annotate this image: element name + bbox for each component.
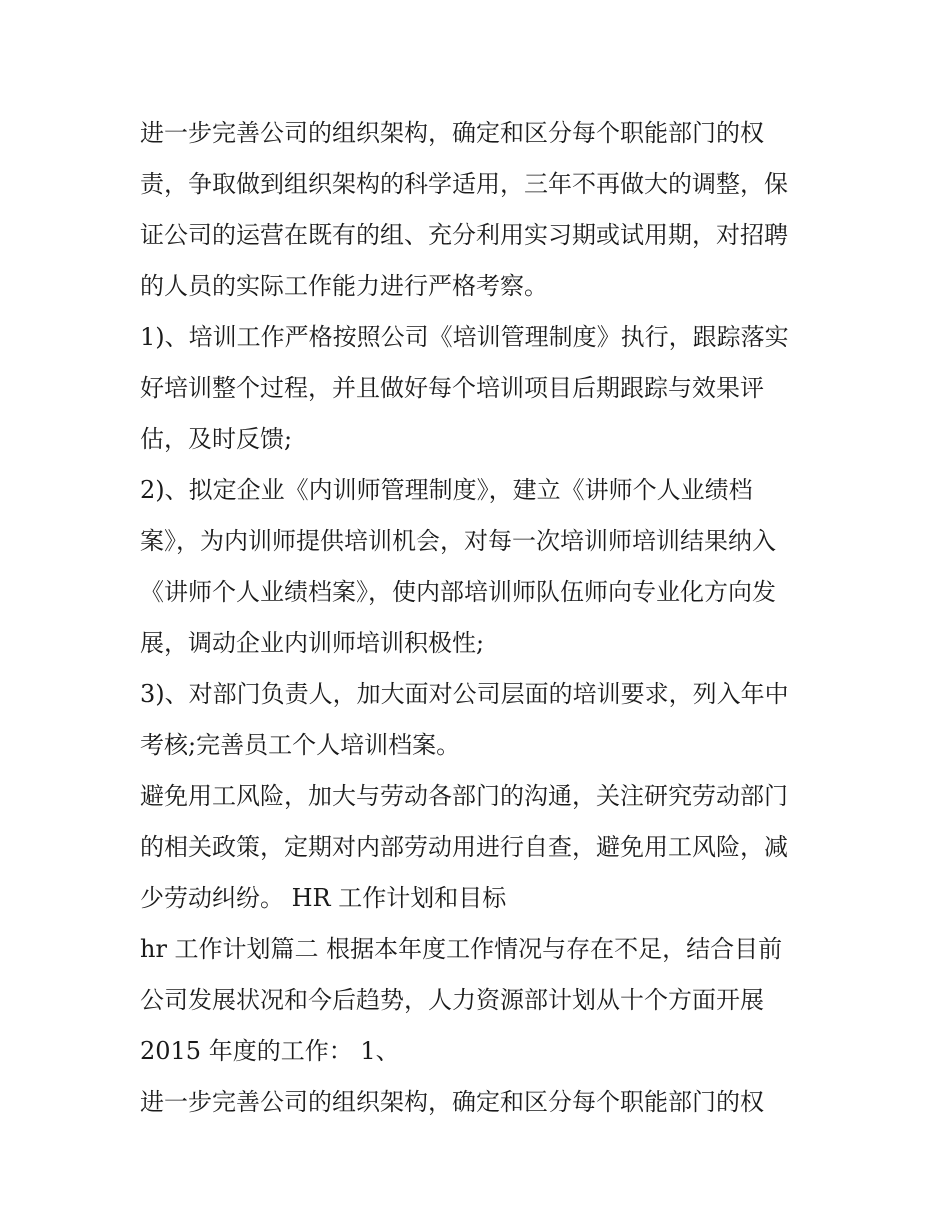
text-line: 《讲师个人业绩档案》，使内部培训师队伍师向专业化方向发 [140, 578, 776, 606]
text-line: 考核;完善员工个人培训档案。 [140, 731, 461, 759]
text-line: 1)、培训工作严格按照公司《培训管理制度》执行，跟踪落实 [140, 323, 789, 351]
text-line: 展，调动企业内训师培训积极性; [140, 629, 485, 657]
text-line: hr 工作计划篇二 根据本年度工作情况与存在不足，结合目前 [140, 935, 783, 963]
text-line: 进一步完善公司的组织架构，确定和区分每个职能部门的权 [140, 119, 764, 147]
text-line: 少劳动纠纷。 HR 工作计划和目标 [140, 884, 507, 912]
text-line: 责，争取做到组织架构的科学适用，三年不再做大的调整，保 [140, 170, 788, 198]
text-line: 2015 年度的工作： 1、 [140, 1037, 400, 1065]
text-line: 的相关政策，定期对内部劳动用进行自查，避免用工风险，减 [140, 833, 788, 861]
text-line: 证公司的运营在既有的组、充分利用实习期或试用期，对招聘 [140, 221, 788, 249]
text-line: 好培训整个过程，并且做好每个培训项目后期跟踪与效果评 [140, 374, 764, 402]
text-line: 公司发展状况和今后趋势，人力资源部计划从十个方面开展 [140, 986, 764, 1014]
text-line: 2)、拟定企业《内训师管理制度》，建立《讲师个人业绩档 [140, 476, 753, 504]
text-line: 的人员的实际工作能力进行严格考察。 [140, 272, 548, 300]
text-line: 避免用工风险，加大与劳动各部门的沟通，关注研究劳动部门 [140, 782, 788, 810]
text-line: 估，及时反馈; [140, 425, 293, 453]
text-line: 3)、对部门负责人，加大面对公司层面的培训要求，列入年中 [140, 680, 789, 708]
text-line: 案》，为内训师提供培训机会，对每一次培训师培训结果纳入 [140, 527, 776, 555]
document-body [140, 108, 820, 1128]
text-line: 进一步完善公司的组织架构，确定和区分每个职能部门的权 [140, 1088, 764, 1116]
